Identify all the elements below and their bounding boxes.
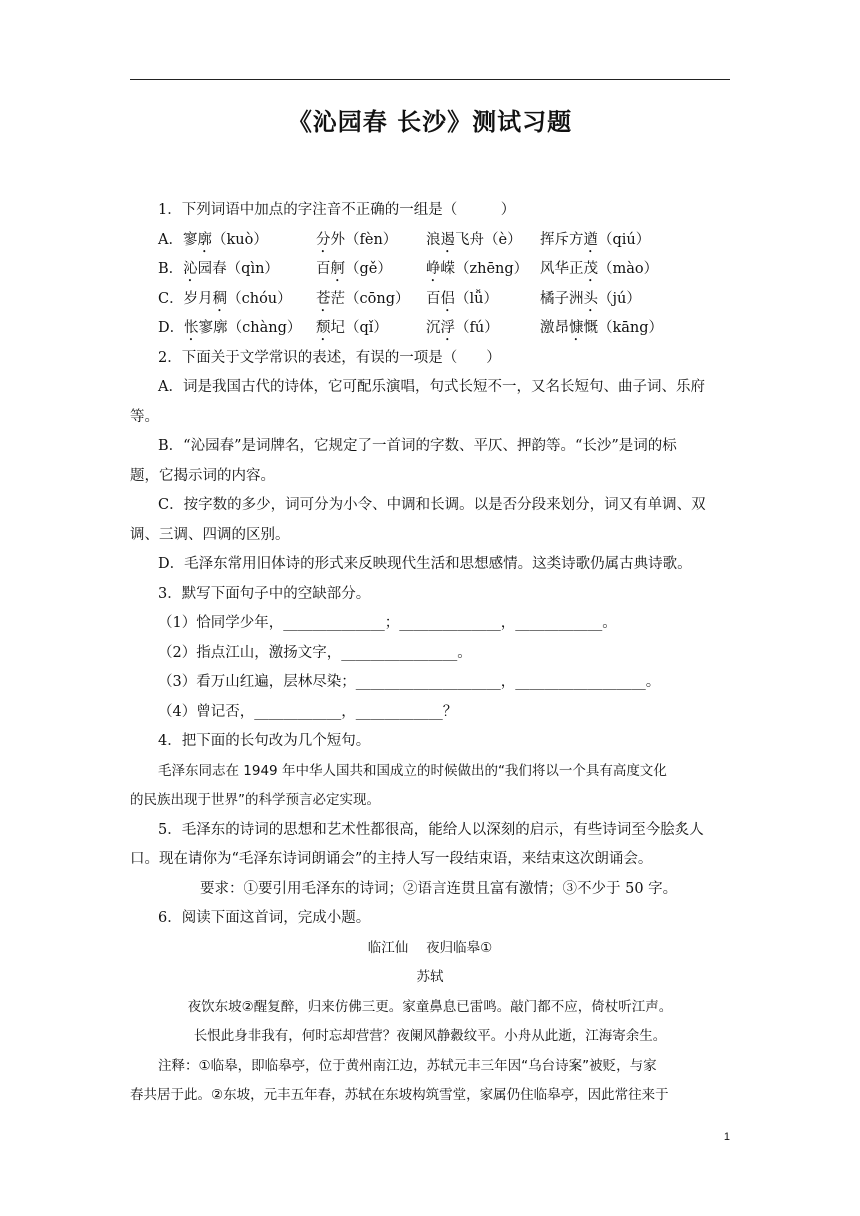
option-text-pre: 浪 [426,231,441,248]
option-text-dot: 怅 [184,320,199,336]
question-1-option-label: A． [158,231,183,248]
option-text-pre: 百 [316,261,331,277]
question-1-option-item [316,314,388,344]
poem-title: 临江仙 夜归临皋① [367,939,493,956]
question-3-stem: 3．默写下面句子中的空缺部分。 [158,585,371,602]
option-text-pre: 橘子洲 [540,290,584,307]
question-2-option-c-cont: 调、三调、四调的区别。 [130,526,290,543]
question-1-option-item [540,314,663,344]
question-2-option-b: B．“沁园春”是词牌名，它规定了一首词的字数、平仄、押韵等。“长沙”是词的标 [158,438,677,454]
option-text-dot: 苍 [316,290,331,307]
option-text-pre: 百 [426,290,441,307]
question-1-option-item [158,285,292,315]
question-1-options [130,226,730,344]
question-2-option-d: D．毛泽东常用旧体诗的形式来反映现代生活和思想感情。这类诗歌仍属古典诗歌。 [158,556,692,572]
poem-note: 注释：①临皋，即临皋亭，位于黄州南江边，苏轼元丰三年因“乌台诗案”被贬，与家 [158,1057,657,1074]
document-body [130,196,730,1111]
question-1-option-item [426,226,522,256]
option-text-post: （kuò） [211,231,268,248]
question-1-stem: 1．下列词语中加点的字注音不正确的一组是（ ） [158,202,516,218]
option-text-dot: 遒 [583,231,598,248]
question-2-stem: 2．下面关于文学常识的表述，有误的一项是（ ） [158,349,501,366]
option-text-dot: 峥 [426,261,441,277]
question-2-option-a: A．词是我国古代的诗体，它可配乐演唱，句式长短不一，又名长短句、曲子词、乐府 [158,379,705,395]
option-text-post: （fú） [455,320,499,336]
question-1-option-label: B． [158,261,184,277]
option-text-post: 茫（cōng） [330,290,410,307]
question-5-requirements: 要求：①要引用毛泽东的诗词；②语言连贯且富有激情；③不少于 50 字。 [200,880,678,897]
option-text-pre: 风华正 [540,261,584,277]
option-text-post: 外（fèn） [330,231,398,248]
option-text-pre: 岁月 [183,290,213,307]
header-rule [130,79,730,80]
question-6-stem: 6．阅读下面这首词，完成小题。 [158,910,371,926]
option-text-dot: 慷 [569,320,584,336]
option-text-post: 园春（qìn） [197,261,279,277]
option-text-post: （qiú） [598,231,651,248]
question-1-option-item [540,285,641,315]
question-5-stem: 5．毛泽东的诗词的思想和艺术性都很高，能给人以深刻的启示，有些诗词至今脍炙人 [158,821,704,838]
question-2-option-b-cont: 题，它揭示词的内容。 [130,467,275,484]
question-4-text: 毛泽东同志在 1949 年中华人国共和国成立的时候做出的“我们将以一个具有高度文化 [158,762,667,779]
option-text-post: （lǚ） [455,290,498,307]
question-1-option-item [426,285,498,315]
question-1-option-item [426,314,499,344]
option-text-post: 飞舟（è） [455,231,522,248]
option-text-pre: 寥 [182,231,198,248]
question-1-option-label: D． [158,320,185,336]
poem-line-2: 长恨此身非我有，何时忘却营营？夜阑风静縠纹平。小舟从此逝，江海寄余生。 [193,1028,667,1044]
question-1-option-row [130,285,730,315]
page-title: 《沁园春 长沙》测试习题 [287,108,573,136]
question-1-option-item [316,255,392,285]
option-text-dot: 头 [583,290,598,307]
poem-author: 苏轼 [416,969,444,985]
question-1-option-item [540,226,650,256]
option-text-dot: 分 [316,231,331,248]
option-text-dot: 颓 [316,320,331,336]
question-2-option-c: C．按字数的多少，词可分为小令、中调和长调。以是否分段来划分，词又有单调、双 [158,497,706,513]
question-5-stem-cont: 口。现在请你为“毛泽东诗词朗诵会”的主持人写一段结束语，来结束这次朗诵会。 [130,851,653,867]
question-1-option-label: C． [158,290,184,307]
question-1-option-row [130,314,730,344]
question-1-option-item [540,255,658,285]
question-1-option-item [426,255,528,285]
question-2-option-a-cont: 等。 [130,408,159,425]
question-1-option-item [158,226,268,256]
page-number: 1 [723,1131,730,1143]
question-1-option-row [130,226,730,256]
option-text-dot: 沁 [183,261,198,277]
option-text-post: 慨（kāng） [583,320,664,336]
question-1-option-item [316,285,409,315]
option-text-post: （chóu） [227,290,292,307]
question-3-item-2: （2）指点江山，激扬文字，________________。 [158,644,472,661]
option-text-post: （mào） [598,261,659,277]
option-text-dot: 侣 [440,290,455,307]
question-1-option-item [316,226,397,256]
question-3-item-1: （1）恰同学少年，______________；______________，____________。 [158,615,617,631]
option-text-dot: 遏 [440,231,455,248]
option-text-pre: 挥斥方 [540,231,584,248]
question-3-item-3: （3）看万山红遍，层林尽染；____________________，__________________。 [158,674,661,690]
option-text-pre: 激昂 [540,320,569,336]
poem-note-cont: 春共居于此。②东坡，元丰五年春，苏轼在东坡构筑雪堂，家属仍住临皋亭，因此常往来于 [130,1087,669,1103]
option-text-dot: 舸 [330,261,345,277]
question-1-option-row [130,255,730,285]
option-text-dot: 稠 [212,290,228,307]
option-text-post: 寥廓（chàng） [198,320,302,336]
question-4-stem: 4．把下面的长句改为几个短句。 [158,733,371,749]
option-text-post: 圮（qǐ） [330,320,388,336]
option-text-dot: 浮 [440,320,455,336]
option-text-dot: 茂 [583,261,598,277]
question-1-option-item [158,255,279,285]
option-text-post: （gě） [345,261,392,277]
option-text-pre: 沉 [426,320,441,336]
question-3-item-4: （4）曾记否，____________，____________？ [158,703,458,720]
option-text-post: 嵘（zhēng） [440,261,529,277]
question-1-option-item [158,314,301,344]
option-text-post: （jú） [598,290,641,307]
poem-line-1: 夜饮东坡②醒复醉，归来仿佛三更。家童鼻息已雷鸣。敲门都不应，倚杖听江声。 [187,998,673,1015]
question-4-text-cont: 的民族出现于世界”的科学预言必定实现。 [130,792,380,808]
option-text-dot: 廓 [197,231,212,248]
